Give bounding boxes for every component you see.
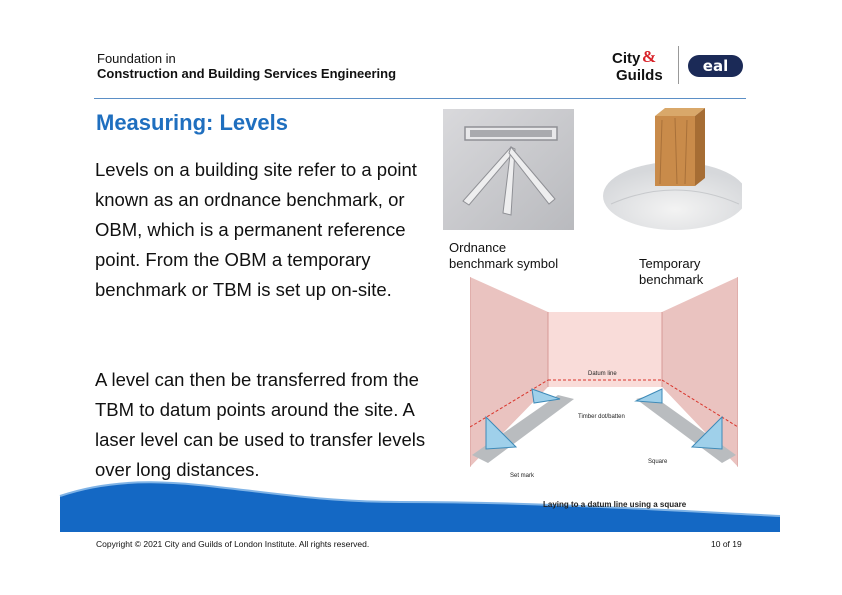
svg-text:&: &: [642, 48, 657, 66]
ordnance-caption-line2: benchmark symbol: [449, 256, 559, 271]
ordnance-caption: [449, 240, 558, 272]
diagram-caption: Laying to a datum line using a square: [543, 500, 687, 509]
footer-wave: [0, 470, 842, 540]
ordnance-benchmark-image: [443, 109, 574, 230]
label-set-mark: Set mark: [510, 473, 535, 479]
logo-separator: [678, 46, 679, 84]
body-paragraph-1: Levels on a building site refer to a point known as an ordnance benchmark, or OBM, which is a permanent reference point. From the OBM a temporary benchmark or TBM is set up on-site.: [95, 159, 417, 300]
body-paragraph-2: A level can then be transferred from the TBM to datum points around the site. A laser level can be used to transfer levels over long distances.: [95, 369, 426, 480]
label-square: Square: [648, 459, 668, 465]
svg-text:City: City: [612, 50, 641, 67]
slide-title: Measuring: Levels: [96, 110, 288, 135]
tbm-caption-line1: Temporary: [639, 256, 701, 271]
header-course-line1: Foundation in: [97, 51, 176, 66]
label-timber-dot: Timber dot/batten: [578, 414, 625, 420]
header-course-line2: Construction and Building Services Engineering: [97, 66, 397, 81]
city-guilds-logo: [610, 48, 670, 84]
label-datum-line: Datum line: [588, 371, 617, 377]
ordnance-caption-line1: Ordnance: [449, 240, 507, 255]
copyright-text: Copyright © 2021 City and Guilds of London Institute. All rights reserved.: [96, 539, 370, 549]
page-number: 10 of 19: [711, 539, 742, 549]
eal-logo: eal: [688, 55, 743, 77]
tbm-caption-line2: benchmark: [639, 272, 704, 287]
svg-text:Guilds: Guilds: [616, 67, 663, 84]
datum-line-diagram: [470, 277, 738, 492]
temporary-benchmark-image: [597, 104, 742, 234]
header-rule: [94, 98, 746, 99]
